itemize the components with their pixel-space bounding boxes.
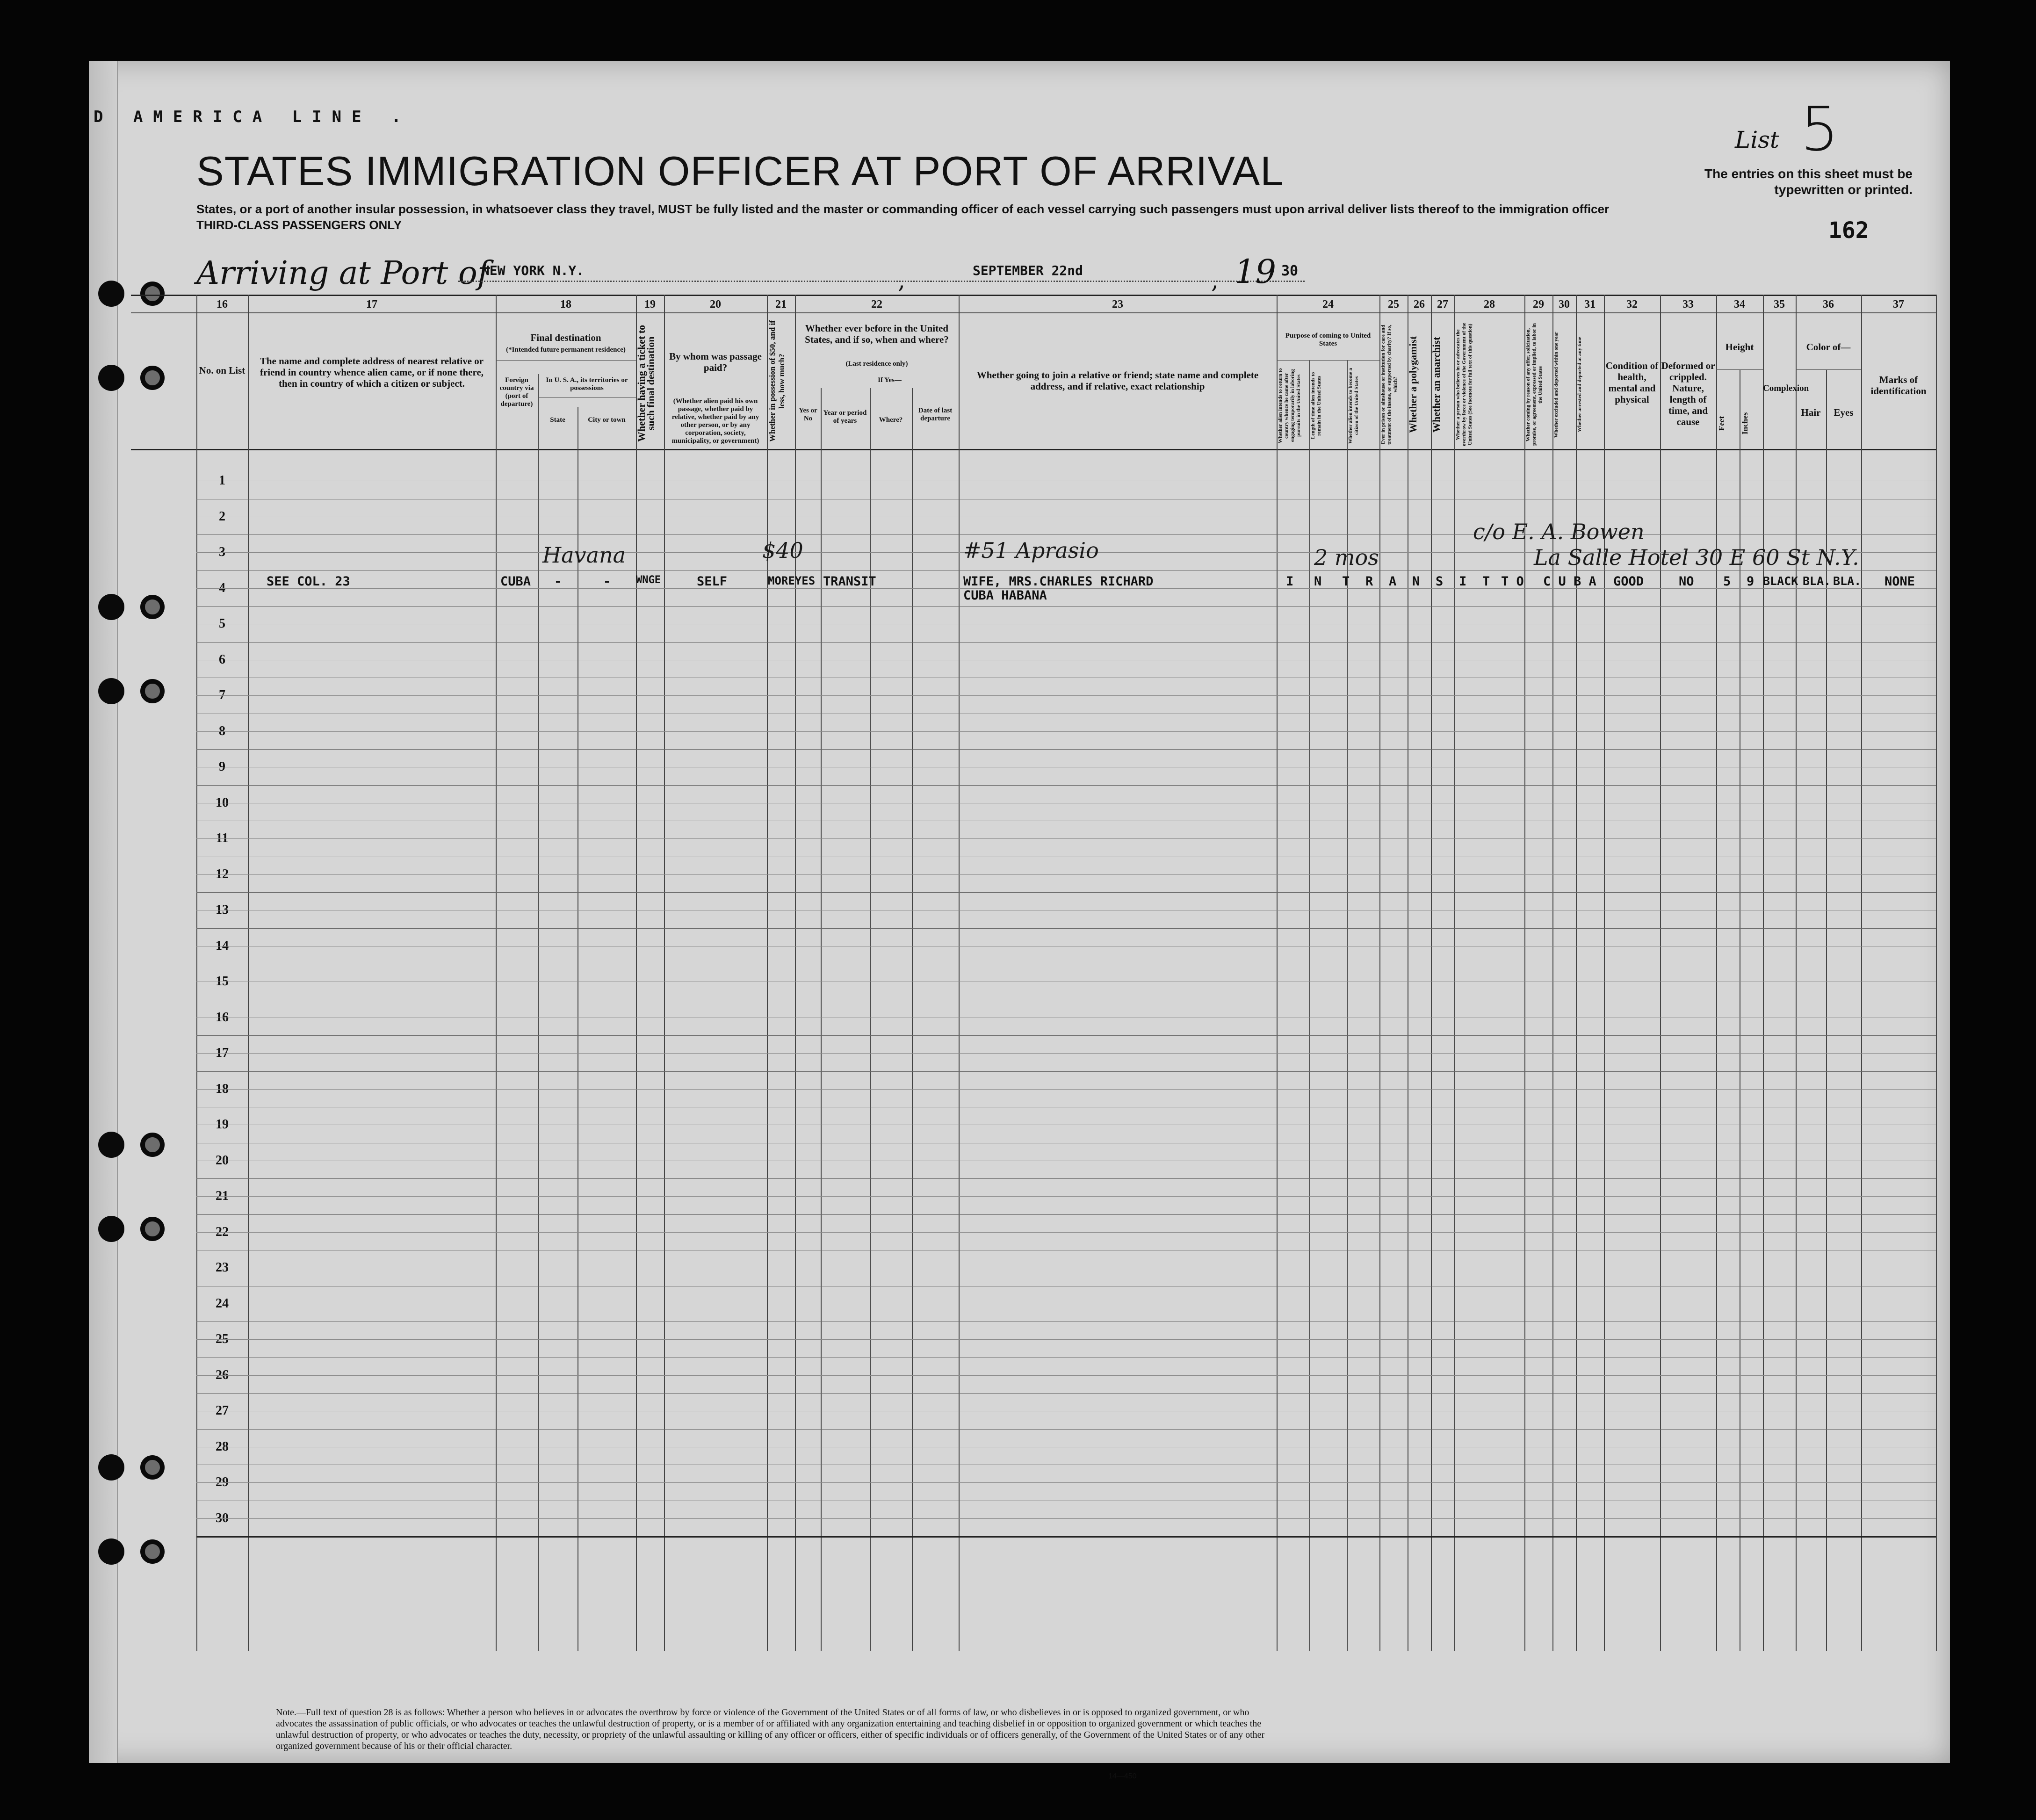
header-prison: Ever in prison or almshouse or institution for care and treatment of the insane, or supported by charity? If so, which? <box>1380 325 1398 445</box>
handwritten-hotel: La Salle Hotel 30 E 60 St N.Y. <box>1534 545 1859 570</box>
entry-city: - <box>603 574 611 589</box>
entry-state: - <box>554 574 562 589</box>
header-inches: Inches <box>1740 412 1749 434</box>
col-number: 33 <box>1682 298 1694 311</box>
row-number: 13 <box>216 903 229 917</box>
row-number: 25 <box>216 1332 229 1347</box>
col-divider <box>636 295 637 1651</box>
row-subrule <box>196 695 1936 696</box>
col-number: 29 <box>1533 298 1544 311</box>
col-divider <box>248 295 249 1651</box>
row-subrule <box>196 1339 1936 1340</box>
header-joining: Whether going to join a relative or friend; state name and complete address, and if relative, exact relationship <box>976 369 1259 392</box>
year-suffix: 30 <box>1281 263 1299 279</box>
col-number: 22 <box>871 298 882 311</box>
header-passage-paid-sub: (Whether alien paid his own passage, whether paid by relative, whether paid by any other person, or by any corporation, society, municipality, or government) <box>671 397 759 445</box>
steamship-line-name: D AMERICA LINE . <box>94 108 412 126</box>
col-number: 25 <box>1388 298 1399 311</box>
row-rule <box>196 1071 1936 1072</box>
entry-complexion: BLACK <box>1763 574 1798 588</box>
row-number: 26 <box>216 1367 229 1382</box>
col-number: 32 <box>1626 298 1638 311</box>
entry-cuba: C U B A <box>1543 574 1596 589</box>
row-rule <box>196 892 1936 893</box>
entry-purpose-letter: T <box>1342 574 1350 589</box>
header-where: Where? <box>879 416 903 424</box>
row-number: 29 <box>216 1475 229 1490</box>
col-number: 31 <box>1584 298 1596 311</box>
row-number: 27 <box>216 1403 229 1418</box>
year-prefix: 19 <box>1235 253 1277 291</box>
row-rule <box>196 785 1936 786</box>
row-subrule <box>196 1518 1936 1519</box>
punch-hole <box>98 1454 124 1481</box>
col-divider <box>959 295 960 1651</box>
row-number: 28 <box>216 1439 229 1454</box>
entry-to: T O <box>1501 574 1524 589</box>
col-divider <box>1604 295 1605 1651</box>
header-excluded: Whether excluded and deported within one year <box>1553 332 1559 438</box>
row-number: 10 <box>216 795 229 810</box>
row-number: 8 <box>219 723 225 738</box>
row-number: 11 <box>216 831 229 846</box>
list-label: List <box>1735 126 1779 153</box>
header-marks: Marks of identification <box>1870 374 1927 397</box>
entry-purpose-letter: T <box>1482 574 1490 589</box>
entry-purpose-letter: S <box>1436 574 1444 589</box>
entry-paid-by: SELF <box>697 574 728 589</box>
col-divider <box>1379 295 1380 1651</box>
row-rule <box>196 1429 1936 1430</box>
col-number: 19 <box>644 298 656 311</box>
rule <box>1277 360 1379 361</box>
row-rule <box>196 606 1936 607</box>
row-subrule <box>196 1089 1936 1090</box>
date-value: SEPTEMBER 22nd <box>973 263 1083 278</box>
row-rule <box>196 1214 1936 1215</box>
col-number: 24 <box>1322 298 1334 311</box>
row-subrule <box>196 1232 1936 1233</box>
entry-purpose-letter: I <box>1459 574 1467 589</box>
handwritten-purpose: 2 mos <box>1314 545 1379 570</box>
header-ticket: Whether having a ticket to such final destination <box>635 325 657 442</box>
manifest-sheet <box>89 61 1950 1780</box>
list-number: 5 <box>1800 94 1839 165</box>
header-passage-paid: By whom was passage paid? <box>669 351 762 373</box>
entry-deformed: NO <box>1679 574 1694 589</box>
instructions-text: States, or a port of another insular possession, in whatsoever class they travel, MUST be fully listed and the master or commanding officer of each vessel carrying such passengers must upon arrival deliver lists thereof to the immigration officer <box>196 202 1610 216</box>
col-number: 28 <box>1484 298 1495 311</box>
header-no-on-list: No. on List <box>199 365 245 376</box>
header-arrested: Whether arrested and deported at any time <box>1577 337 1582 433</box>
col-divider <box>1861 295 1862 1651</box>
entry-purpose-letter: N <box>1314 574 1322 589</box>
col-divider <box>912 388 913 1651</box>
header-deformed: Deformed or crippled. Nature, length of time, and cause <box>1661 360 1715 427</box>
entry-joining-line1: WIFE, MRS.CHARLES RICHARD <box>963 574 1154 589</box>
header-final-destination: Final destination <box>530 332 601 343</box>
col-divider <box>795 295 796 1651</box>
row-number: 16 <box>216 1010 229 1025</box>
entry-before-in-us: TRANSIT <box>823 574 876 589</box>
row-number: 12 <box>216 867 229 881</box>
col-divider <box>821 388 822 1651</box>
arriving-label: Arriving at Port of <box>196 255 489 292</box>
entry-ticket: WNGE <box>636 574 661 586</box>
col-divider <box>1454 295 1455 1651</box>
row-rule <box>196 534 1936 535</box>
punch-hole <box>98 365 124 391</box>
header-yes-no: Yes or No <box>799 407 817 422</box>
col-divider <box>538 374 539 1651</box>
col-number: 36 <box>1823 298 1834 311</box>
entry-hair: BLA. <box>1803 574 1831 588</box>
header-hair: Hair <box>1801 407 1821 418</box>
col-divider <box>1763 295 1764 1651</box>
row-number: 22 <box>216 1224 229 1239</box>
port-dotline <box>458 281 991 282</box>
header-feet: Feet <box>1717 416 1726 431</box>
entry-purpose-letter: N <box>1412 574 1420 589</box>
row-number: 4 <box>219 580 225 595</box>
punch-hole <box>98 1132 124 1158</box>
header-labor-offer: Whether coming by reason of any offer, solicitation, promise, or agreement, expressed or implied, to labor in the United States <box>1525 323 1543 446</box>
row-number: 23 <box>216 1260 229 1275</box>
header-purpose-citizen: Whether alien intends to become a citizen of the United States <box>1348 368 1359 444</box>
header-fifty-dollars: Whether in possession of $50, and if less, how much? <box>768 320 786 442</box>
col-divider <box>1796 295 1797 1651</box>
col-divider <box>1552 295 1553 1651</box>
header-in-usa: In U. S. A., its territories or possessions <box>546 376 628 392</box>
header-years: Year or period of years <box>823 409 867 425</box>
row-number: 1 <box>219 473 225 488</box>
row-rule <box>196 749 1936 750</box>
rule <box>1796 369 1861 370</box>
footnote: Note.—Full text of question 28 is as follows: Whether a person who believes in or advocates the overthrow by force or violence of the Government of the United States or of all forms of law, or who disbelieves in or is opposed to organized government, or who advocates the assassination of public officials, or who advocates or teaches the unlawful destruction of property, or is a member of or affiliated with any organization entertaining and teaching disbelief in or opposition to organized government or which teaches the unlawful destruction of property, or who advocates or teaches the duty, necessity, or propriety of the unlawful assaulting or killing of any officer or officers, either of specific individuals or of officers generally, of the Government of the United States or of any other organized government because of his or their official character. <box>276 1707 1265 1751</box>
header-if-yes: If Yes— <box>878 376 902 384</box>
row-number: 24 <box>216 1296 229 1311</box>
header-ever-before: Whether ever before in the United States, and if so, when and where? <box>805 323 949 345</box>
col-divider <box>1936 295 1937 1651</box>
entry-relative: SEE COL. 23 <box>267 574 350 589</box>
row-subrule <box>196 874 1936 875</box>
col-divider <box>1431 295 1432 1651</box>
colnum-rule <box>131 312 1936 313</box>
col-divider <box>1576 295 1577 1651</box>
col-divider <box>1660 295 1661 1651</box>
header-overthrow: Whether a person who believes in or advocates the overthrow by force or violence of the Government of the United States (See footnote for full text of this question) <box>1455 323 1473 447</box>
header-bottom-rule <box>131 449 1936 450</box>
rule <box>496 360 636 361</box>
col-number: 16 <box>217 298 228 311</box>
col-divider <box>1716 295 1717 1651</box>
punch-hole <box>98 281 124 307</box>
col-divider <box>767 295 768 1651</box>
row-rule <box>196 1035 1936 1036</box>
col-number: 34 <box>1734 298 1745 311</box>
row-number: 14 <box>216 938 229 953</box>
row-rule <box>196 1178 1936 1179</box>
row-subrule <box>196 1375 1936 1376</box>
col-number: 30 <box>1559 298 1570 311</box>
header-purpose-length: Length of time alien intends to remain in the United States <box>1310 372 1322 440</box>
entry-health: GOOD <box>1613 574 1644 589</box>
manifest-table <box>131 295 1936 1651</box>
row-rule <box>196 642 1936 643</box>
sheet-left-edge <box>89 61 118 1763</box>
col-number: 27 <box>1437 298 1448 311</box>
row-subrule <box>196 1053 1936 1054</box>
entry-feet: 5 <box>1723 574 1731 589</box>
rule <box>538 397 636 398</box>
header-final-destination-sub: (*Intended future permanent residence) <box>506 346 626 354</box>
header-anarchist: Whether an anarchist <box>1430 337 1442 433</box>
row-subrule <box>196 1482 1936 1483</box>
table-bottom-rule <box>196 1536 1936 1538</box>
row-number: 20 <box>216 1153 229 1168</box>
col-divider <box>1309 360 1310 1651</box>
row-subrule <box>196 838 1936 839</box>
entry-joining-line2: CUBA HABANA <box>963 588 1047 603</box>
row-number: 5 <box>219 616 225 631</box>
header-eyes: Eyes <box>1834 407 1854 418</box>
header-foreign-country: Foreign country via (port of departure) <box>499 376 534 408</box>
entry-money: MOREYES <box>768 574 816 587</box>
header-polygamist: Whether a polygamist <box>1407 336 1419 433</box>
comma-2: , <box>1211 267 1219 294</box>
header-purpose-return: Whether alien intends to return to country whence he came after engaging temporarily in laboring pursuits in the United States <box>1278 368 1301 443</box>
page-title: STATES IMMIGRATION OFFICER AT PORT OF ARRIVAL <box>196 148 1284 194</box>
punch-hole <box>98 594 124 620</box>
header-complexion: Complexion <box>1763 383 1809 393</box>
row-subrule <box>196 731 1936 732</box>
rule <box>1716 369 1763 370</box>
header-purpose: Purpose of coming to United States <box>1285 332 1371 347</box>
entry-purpose-letter: R <box>1365 574 1373 589</box>
entry-marks: NONE <box>1884 574 1915 589</box>
header-health: Condition of health, mental and physical <box>1605 360 1659 405</box>
row-number: 9 <box>219 759 225 774</box>
entry-purpose-letter: I <box>1286 574 1294 589</box>
header-ever-before-sub: (Last residence only) <box>845 360 908 368</box>
header-city: City or town <box>588 416 626 424</box>
handwritten-money: $40 <box>762 538 803 563</box>
row-number: 3 <box>219 545 225 560</box>
entry-eyes: BLA. <box>1833 574 1862 588</box>
row-number: 7 <box>219 688 225 703</box>
form-code: 14—450 <box>1108 1772 1137 1780</box>
row-number: 21 <box>216 1189 229 1204</box>
header-color: Color of— <box>1806 341 1851 353</box>
col-divider <box>1524 295 1525 1651</box>
row-number: 19 <box>216 1117 229 1132</box>
entry-foreign-country: CUBA <box>500 574 531 589</box>
handwritten-address: #51 Aprasio <box>963 538 1099 563</box>
col-number: 26 <box>1414 298 1425 311</box>
row-number: 18 <box>216 1081 229 1096</box>
col-number: 18 <box>560 298 571 311</box>
row-subrule <box>196 1196 1936 1197</box>
col-number: 20 <box>710 298 721 311</box>
row-rule <box>196 1393 1936 1394</box>
comma-1: , <box>898 267 905 294</box>
punch-hole <box>98 678 124 704</box>
col-number: 17 <box>366 298 377 311</box>
col-divider <box>1277 295 1278 1651</box>
punch-hole <box>98 1538 124 1565</box>
entries-note: The entries on this sheet must be typewritten or printed. <box>1704 166 1913 197</box>
header-last-departure: Date of last departure <box>918 407 953 422</box>
col-number: 23 <box>1112 298 1123 311</box>
entry-purpose-letter: A <box>1389 574 1397 589</box>
row-number: 15 <box>216 974 229 989</box>
row-number: 2 <box>219 509 225 524</box>
page-number: 162 <box>1828 217 1869 244</box>
row-number: 17 <box>216 1046 229 1061</box>
col-divider <box>664 295 665 1651</box>
row-number: 30 <box>216 1510 229 1525</box>
port-value: NEW YORK N.Y. <box>482 263 585 278</box>
row-rule <box>196 928 1936 929</box>
class-line: THIRD-CLASS PASSENGERS ONLY <box>196 218 402 232</box>
punch-hole <box>98 1216 124 1242</box>
row-number: 6 <box>219 652 225 667</box>
col-divider <box>496 295 497 1651</box>
table-top-rule <box>131 295 1936 296</box>
handwritten-havana: Havana <box>542 542 626 568</box>
col-number: 35 <box>1774 298 1785 311</box>
handwritten-care-of: c/o E. A. Bowen <box>1473 519 1645 544</box>
instructions <box>196 201 1693 233</box>
header-state: State <box>550 416 565 424</box>
header-height: Height <box>1725 341 1754 353</box>
col-number: 37 <box>1893 298 1904 311</box>
header-nearest-relative: The name and complete address of nearest relative or friend in country whence alien came, or if none there, then in country of which a citizen or subject. <box>260 355 484 389</box>
entry-inches: 9 <box>1747 574 1754 589</box>
col-number: 21 <box>775 298 787 311</box>
